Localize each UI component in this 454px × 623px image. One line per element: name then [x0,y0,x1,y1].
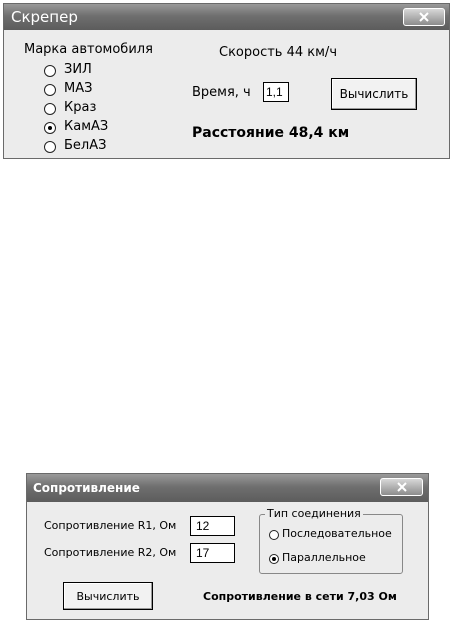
r1-label: Сопротивление R1, Ом [44,519,177,532]
scraper-titlebar[interactable] [4,4,449,30]
close-icon [419,12,429,22]
radio-kraz[interactable] [44,103,56,115]
resistance-window [26,473,429,620]
radio-series[interactable] [269,530,279,540]
scraper-calculate-button[interactable] [331,78,417,110]
connection-type-legend: Тип соединения [267,507,361,520]
distance-result: Расстояние 48,4 км [192,125,350,141]
resistance-result: Сопротивление в сети 7,03 Ом [203,590,397,603]
time-input[interactable] [263,82,289,102]
speed-text: Скорость 44 км/ч [219,45,337,60]
radio-maz-label[interactable]: МАЗ [64,81,93,96]
scraper-calculate-label: Вычислить [339,87,409,101]
resistance-calculate-label: Вычислить [76,589,140,603]
radio-series-label[interactable]: Последовательное [282,527,392,540]
radio-maz[interactable] [44,84,56,96]
radio-zil[interactable] [44,65,56,77]
car-brand-label: Марка автомобиля [24,42,153,57]
radio-kamaz[interactable] [44,122,56,134]
radio-kraz-label[interactable]: Краз [64,100,97,115]
resistance-client-area [29,502,426,617]
radio-belaz-label[interactable]: БелАЗ [64,138,107,153]
radio-parallel-selected-dot [272,557,276,561]
time-label: Время, ч [192,85,251,100]
scraper-window-title: Скрепер [11,8,78,26]
scraper-client-area [6,30,447,156]
resistance-calculate-button[interactable] [63,582,153,610]
r2-label: Сопротивление R2, Ом [44,546,177,559]
radio-belaz[interactable] [44,141,56,153]
scraper-window [3,3,450,159]
scraper-close-button[interactable] [403,8,445,26]
r1-input[interactable] [190,516,235,536]
radio-parallel-label[interactable]: Параллельное [282,551,366,564]
resistance-window-title: Сопротивление [33,481,140,495]
radio-parallel[interactable] [269,554,279,564]
connection-type-group [259,514,403,574]
radio-zil-label[interactable]: ЗИЛ [64,62,92,77]
r2-input[interactable] [190,543,235,563]
resistance-close-button[interactable] [380,478,423,496]
resistance-titlebar[interactable] [27,474,428,502]
radio-kamaz-label[interactable]: КамАЗ [64,119,109,134]
radio-kamaz-selected-dot [48,126,52,130]
close-icon [397,482,407,492]
